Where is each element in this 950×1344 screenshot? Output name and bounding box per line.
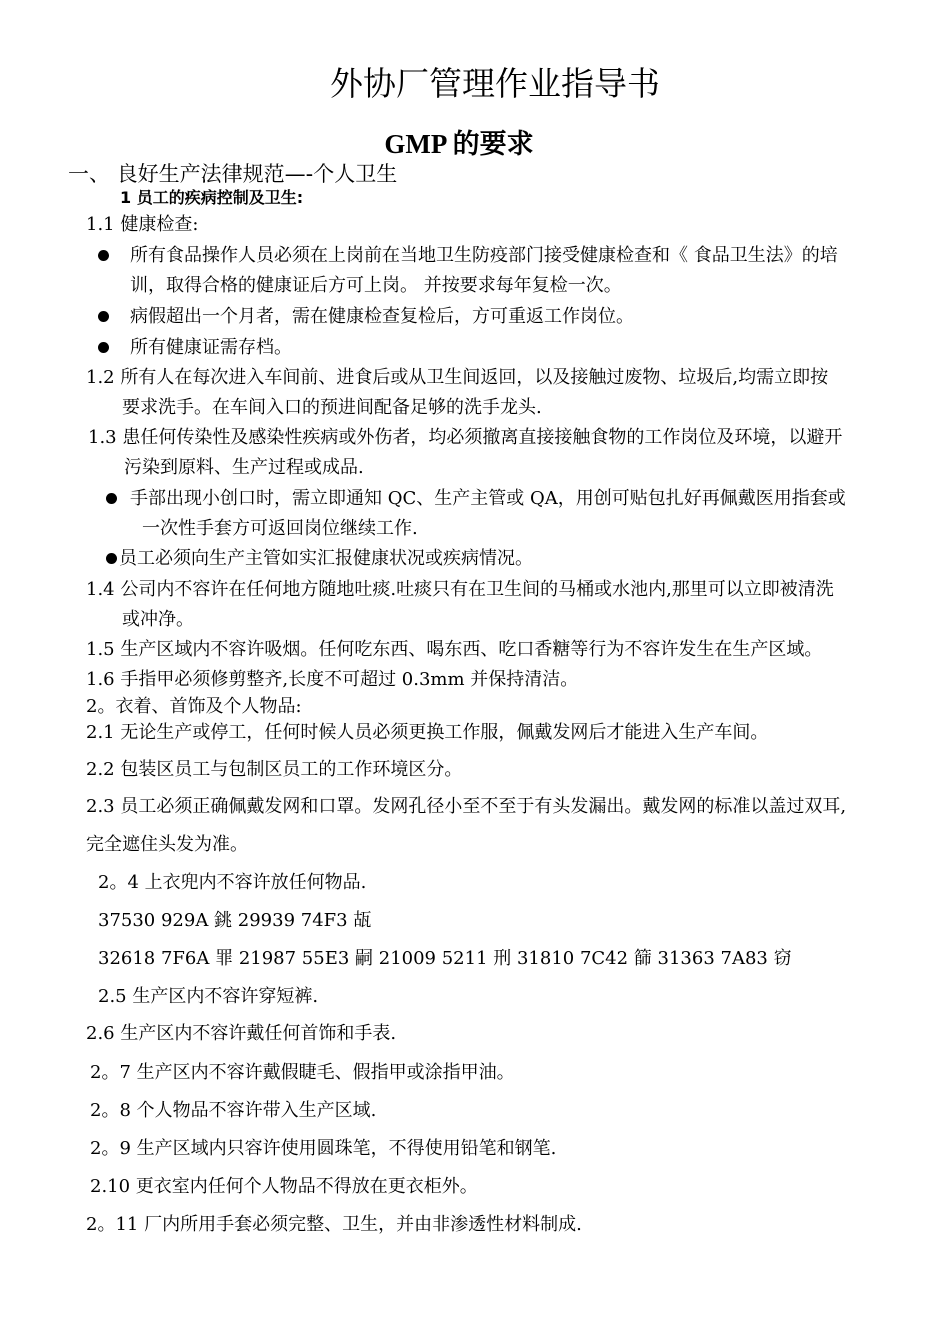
text-line: 所有健康证需存档。 [130,337,292,358]
text-line: 所有食品操作人员必须在上岗前在当地卫生防疫部门接受健康检查和《 食品卫生法》的培 [130,245,838,266]
text-line: 1.6 手指甲必须修剪整齐,长度不可超过 0.3mm 并保持清洁。 [86,669,579,690]
text-line: 病假超出一个月者，需在健康检查复检后，方可重返工作岗位。 [130,306,634,327]
text-line: 2。8 个人物品不容许带入生产区域. [90,1100,377,1121]
document-title: 外协厂管理作业指导书 [330,64,660,103]
text-line: 2。4 上衣兜内不容许放任何物品. [98,872,367,893]
text-line: 2.2 包装区员工与包制区员工的工作环境区分。 [86,759,463,780]
text-line: 或冲净。 [122,609,194,630]
text-line: 37530 929A 銚 29939 74F3 瓳 [98,910,372,931]
text-line: 手部出现小创口时，需立即通知 QC、生产主管或 QA，用创可贴包扎好再佩戴医用指套或 [130,488,846,509]
text-line: 2。衣着、首饰及个人物品: [86,696,302,717]
text-line: 2.6 生产区内不容许戴任何首饰和手表. [86,1023,397,1044]
text-line: 训，取得合格的健康证后方可上岗。 并按要求每年复检一次。 [130,275,622,296]
bullet-icon [98,311,109,322]
text-line: 2。7 生产区内不容许戴假睫毛、假指甲或涂指甲油。 [90,1062,515,1083]
document-subtitle: GMP 的要求 [384,129,534,159]
text-line: 一次性手套方可返回岗位继续工作. [142,518,418,539]
text-line: 2。11 厂内所用手套必须完整、卫生，并由非渗透性材料制成. [86,1214,582,1235]
text-line: 32618 7F6A 罪 21987 55E3 嗣 21009 5211 刑 31810 7C42 篩 31363 7A83 窃 [98,948,792,969]
text-line: 2。9 生产区域内只容许使用圆珠笔，不得使用铅笔和钢笔. [90,1138,557,1159]
text-line: 1.5 生产区域内不容许吸烟。任何吃东西、喝东西、吃口香糖等行为不容许发生在生产区域。 [86,639,823,660]
text-line: 2.3 员工必须正确佩戴发网和口罩。发网孔径小至不至于有头发漏出。戴发网的标准以盖过双耳, [86,796,847,817]
text-line: 1.4 公司内不容许在任何地方随地吐痰.吐痰只有在卫生间的马桶或水池内,那里可以立即被清洗 [86,579,834,600]
bullet-icon [106,553,117,564]
bullet-icon [106,493,117,504]
text-line: 2.5 生产区内不容许穿短裤. [98,986,319,1007]
subsection-heading: 1 员工的疾病控制及卫生: [120,188,304,207]
bullet-icon [98,342,109,353]
text-line: 1.2 所有人在每次进入车间前、进食后或从卫生间返回，以及接触过废物、垃圾后,均需立即按 [86,367,829,388]
text-line: 2.10 更衣室内任何个人物品不得放在更衣柜外。 [90,1176,478,1197]
text-line: 1.3 患任何传染性及感染性疾病或外伤者，均必须撤离直接接触食物的工作岗位及环境，以避开 [88,427,843,448]
text-line: 员工必须向生产主管如实汇报健康状况或疾病情况。 [119,548,533,569]
text-line: 要求洗手。在车间入口的预进间配备足够的洗手龙头. [122,397,542,418]
text-line: 完全遮住头发为准。 [86,834,248,855]
text-line: 1.1 健康检查: [86,214,199,235]
text-line: 污染到原料、生产过程或成品. [124,457,364,478]
section-heading: 一、 良好生产法律规范—-个人卫生 [68,162,398,186]
bullet-icon [98,250,109,261]
text-line: 2.1 无论生产或停工，任何时候人员必须更换工作服，佩戴发网后才能进入生产车间。 [86,722,769,743]
